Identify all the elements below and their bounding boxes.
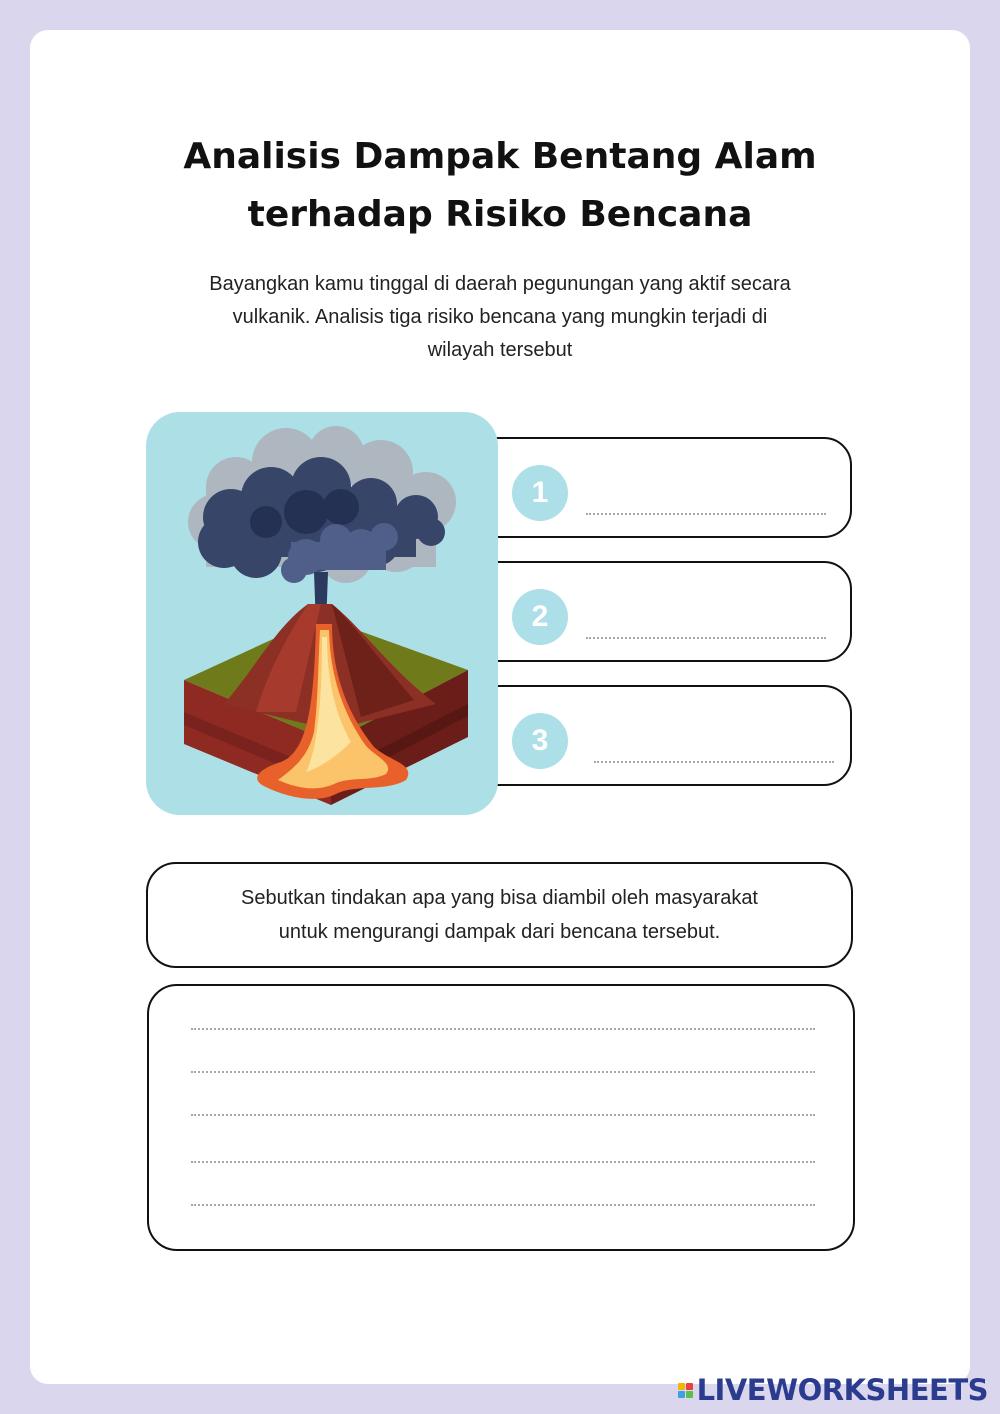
logo-blocks-icon bbox=[678, 1383, 693, 1398]
prompt-line-2: untuk mengurangi dampak dari bencana tersebut. bbox=[278, 921, 721, 943]
risk-answer-box-1 bbox=[470, 437, 852, 538]
answer-line-1[interactable] bbox=[191, 1028, 815, 1030]
answer-writing-box bbox=[147, 984, 855, 1251]
intro-text bbox=[140, 268, 860, 367]
intro-line-2: vulkanik. Analisis tiga risiko bencana yang mungkin terjadi di bbox=[232, 306, 768, 328]
page-title-line-1: Analisis Dampak Bentang Alam bbox=[183, 136, 817, 177]
risk-answer-field-2[interactable] bbox=[586, 637, 826, 639]
number-badge-1: 1 bbox=[512, 465, 568, 521]
intro-line-1: Bayangkan kamu tinggal di daerah pegunungan yang aktif secara bbox=[209, 273, 791, 295]
risk-answer-field-3[interactable] bbox=[594, 761, 834, 763]
intro-line-3: wilayah tersebut bbox=[427, 339, 573, 361]
answer-line-3[interactable] bbox=[191, 1114, 815, 1116]
volcano-icon bbox=[146, 412, 498, 815]
risk-answer-field-1[interactable] bbox=[586, 513, 826, 515]
number-badge-2: 2 bbox=[512, 589, 568, 645]
risk-answer-box-3 bbox=[470, 685, 852, 786]
answer-line-2[interactable] bbox=[191, 1071, 815, 1073]
prompt-line-1: Sebutkan tindakan apa yang bisa diambil oleh masyarakat bbox=[241, 887, 758, 909]
risk-answer-box-2 bbox=[470, 561, 852, 662]
liveworksheets-logo bbox=[678, 1372, 988, 1408]
volcano-illustration bbox=[146, 412, 498, 815]
brand-name: LIVEWORKSHEETS bbox=[696, 1373, 988, 1407]
answer-line-4[interactable] bbox=[191, 1161, 815, 1163]
answer-line-5[interactable] bbox=[191, 1204, 815, 1206]
number-badge-3: 3 bbox=[512, 713, 568, 769]
question-prompt-box bbox=[146, 862, 853, 968]
page-title bbox=[0, 128, 1000, 244]
page-title-line-2: terhadap Risiko Bencana bbox=[247, 194, 753, 235]
